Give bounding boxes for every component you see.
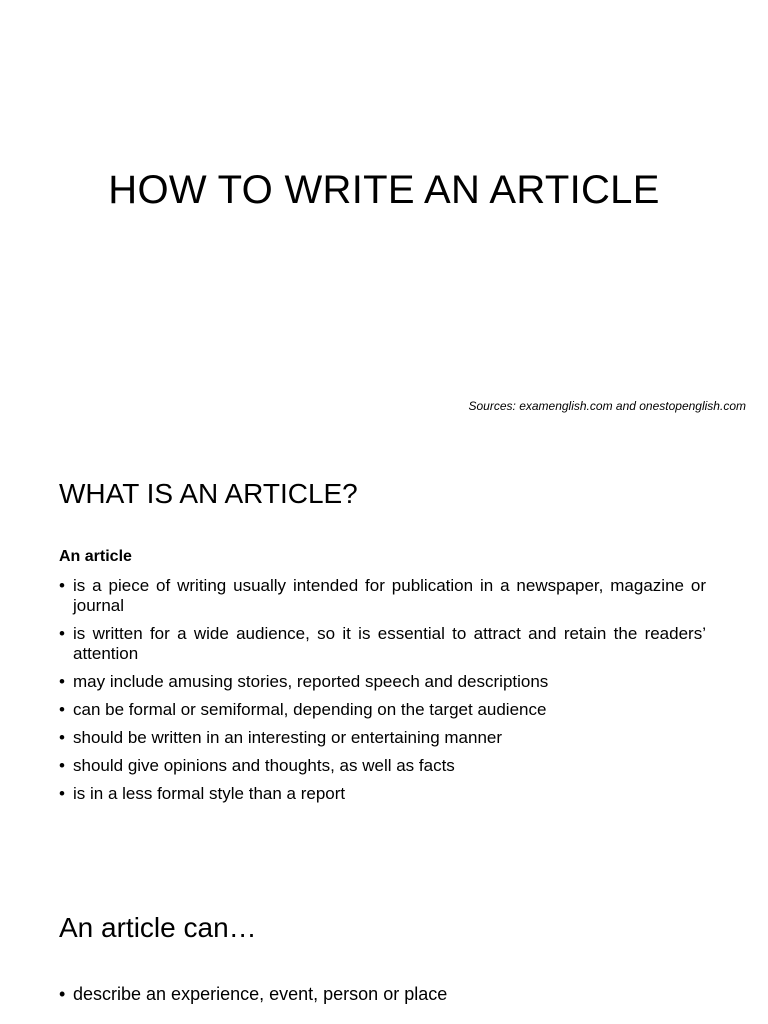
slide-heading: An article can… bbox=[59, 912, 257, 943]
bullet-item: • can be formal or semiformal, depending on the target audience bbox=[59, 700, 706, 720]
bullet-item: • should be written in an interesting or entertaining manner bbox=[59, 728, 706, 748]
bullet-item: • should give opinions and thoughts, as well as facts bbox=[59, 756, 706, 776]
bullet-item: • is written for a wide audience, so it is essential to attract and retain the readers’ attention bbox=[59, 624, 706, 664]
sources-note: Sources: examenglish.com and onestopenglish.com bbox=[468, 399, 746, 413]
bullet-item: • may include amusing stories, reported speech and descriptions bbox=[59, 672, 706, 692]
main-title: HOW TO WRITE AN ARTICLE bbox=[108, 168, 660, 212]
bullet-item: • is a piece of writing usually intended for publication in a newspaper, magazine or journal bbox=[59, 576, 706, 616]
article-can-slide bbox=[0, 878, 768, 1024]
bullet-list bbox=[59, 984, 706, 1012]
slide-subheading: An article bbox=[59, 548, 132, 565]
slide-heading: WHAT IS AN ARTICLE? bbox=[59, 478, 358, 509]
what-is-an-article-slide bbox=[0, 448, 768, 878]
title-slide bbox=[0, 0, 768, 448]
bullet-item: • describe an experience, event, person or place bbox=[59, 984, 706, 1004]
bullet-list bbox=[59, 576, 706, 812]
bullet-item: • is in a less formal style than a report bbox=[59, 784, 706, 804]
